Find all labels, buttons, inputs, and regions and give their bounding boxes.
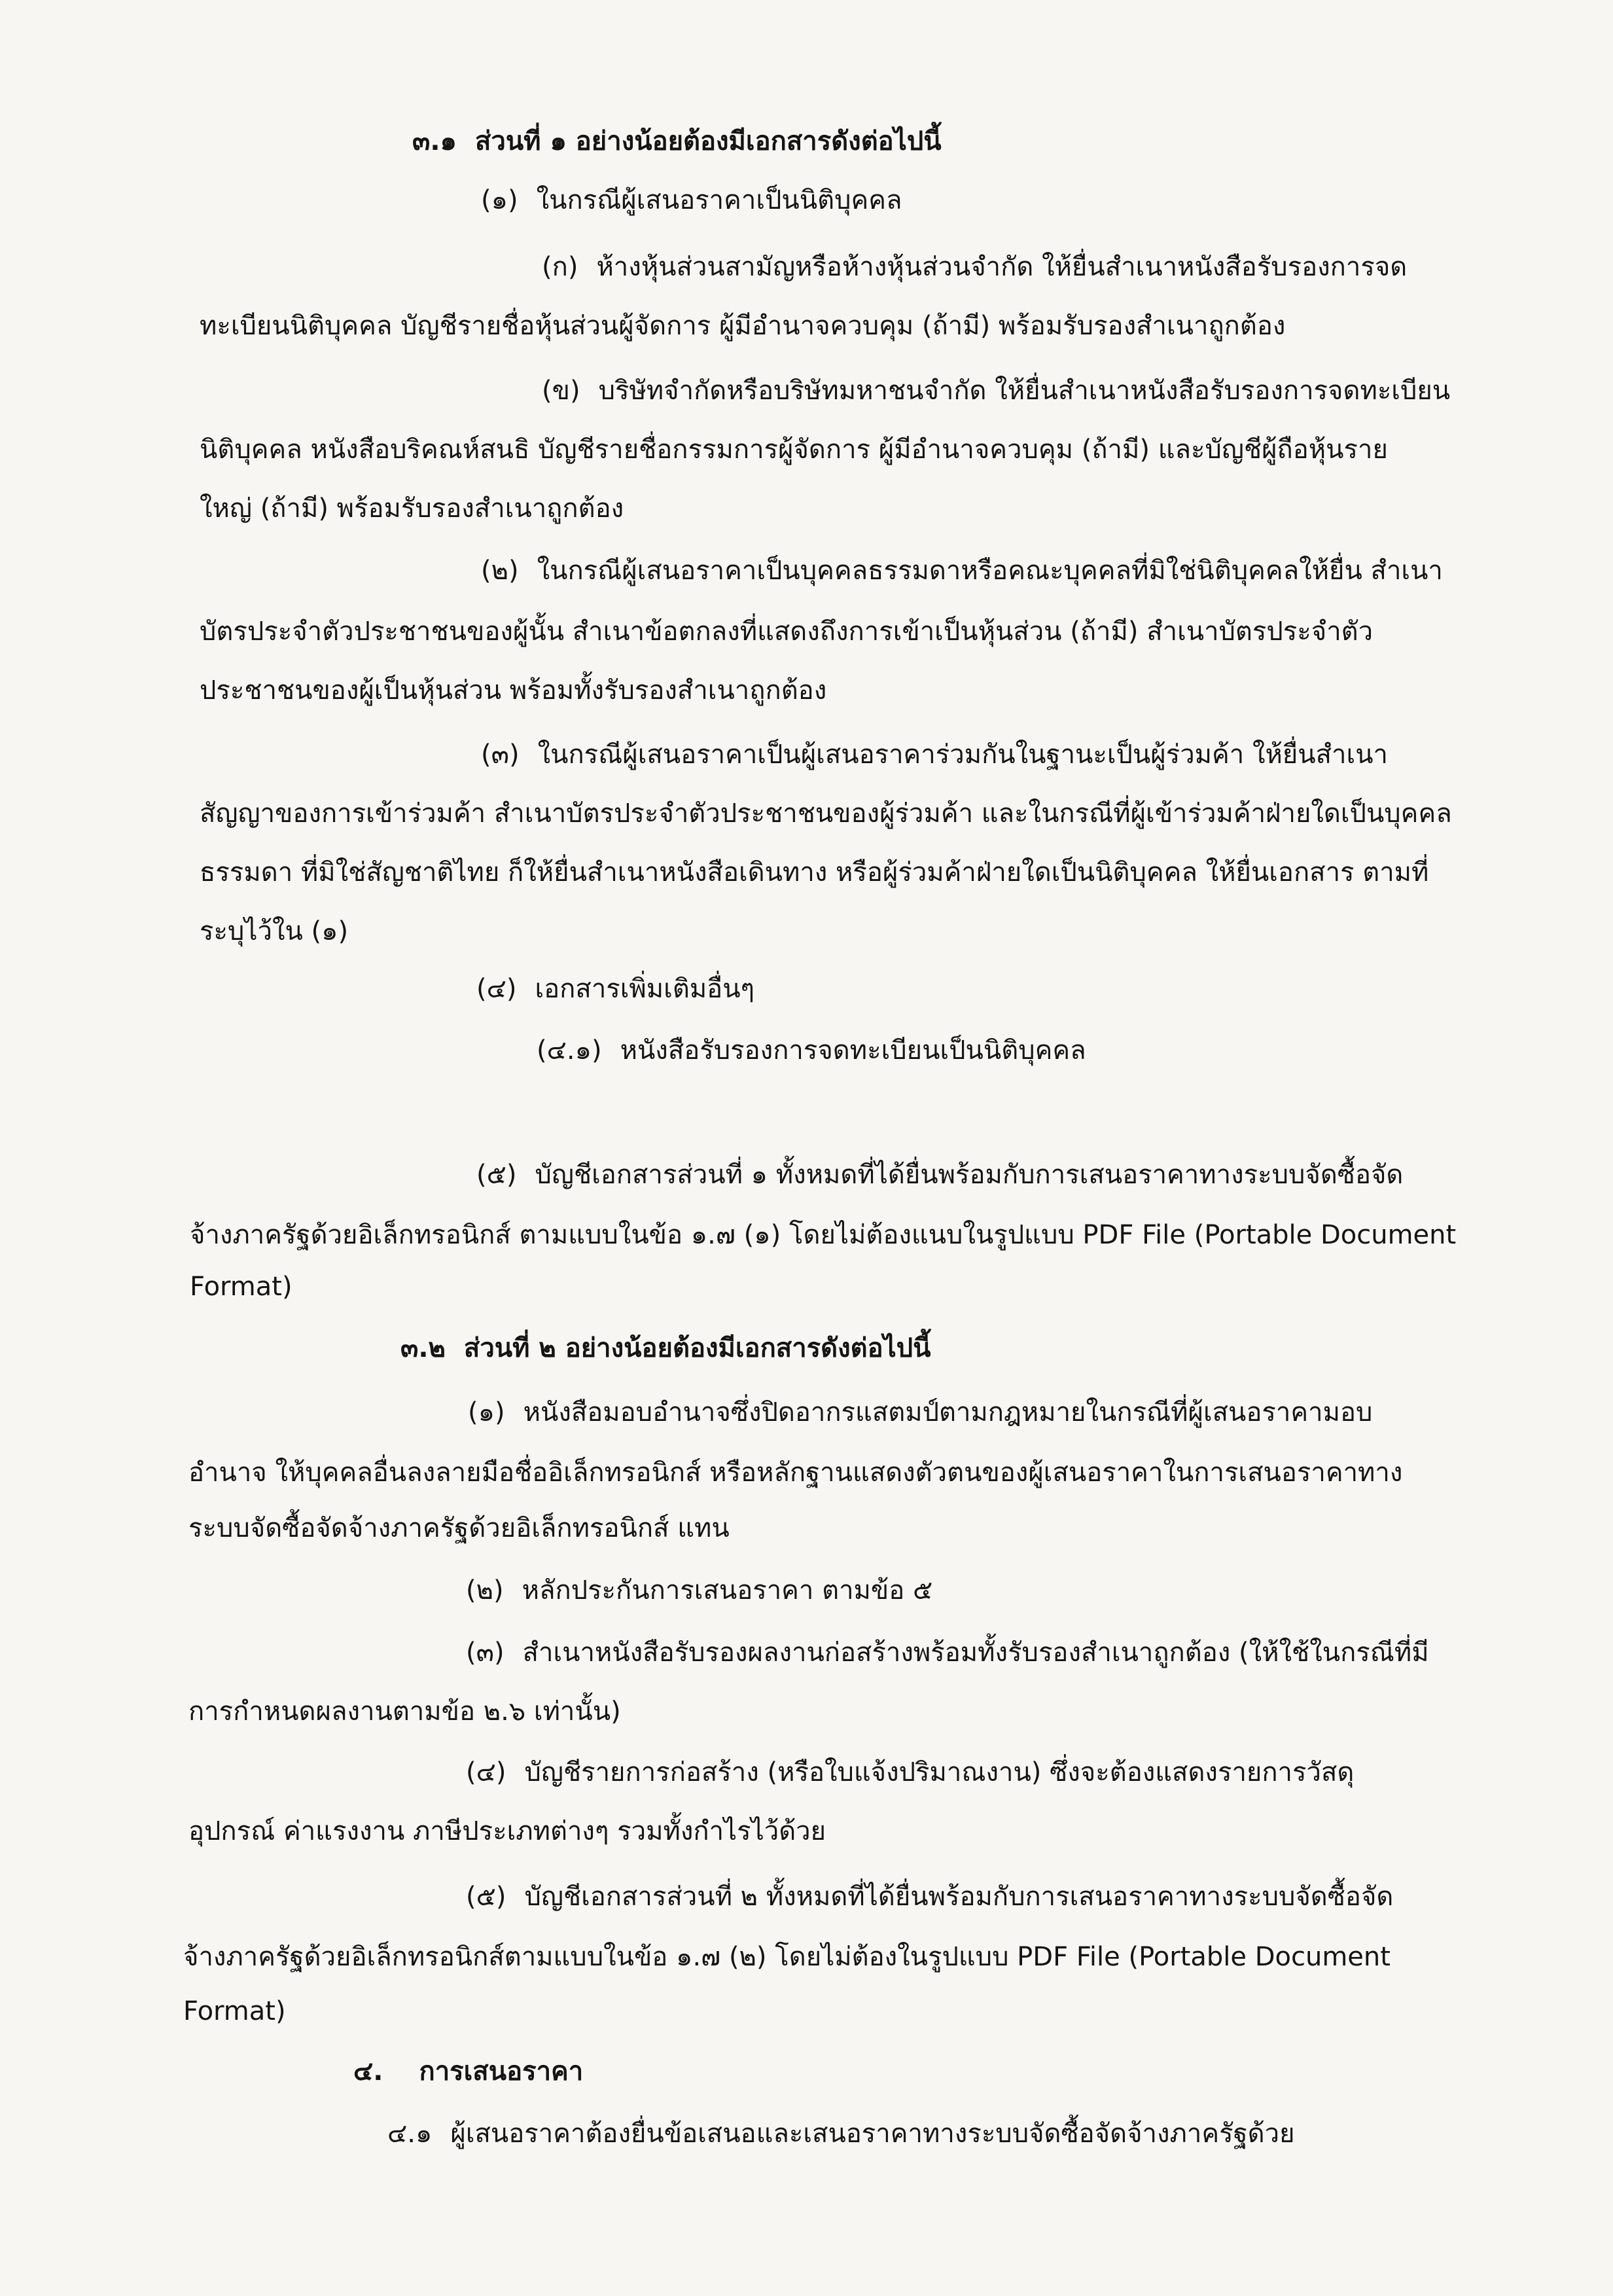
item-text: บัญชีเอกสารส่วนที่ ๒ ทั้งหมดที่ได้ยื่นพร้อมกับการเสนอราคาทางระบบจัดซื้อจัด [524,1882,1394,1912]
item-3-2-2 [466,1577,932,1604]
section-4-heading [353,2058,583,2085]
item-text: หนังสือรับรองการจดทะเบียนเป็นนิติบุคคล [620,1035,1086,1066]
item-3-1-1b-line3: ใหญ่ (ถ้ามี) พร้อมรับรองสำเนาถูกต้อง [200,493,624,524]
heading-text: การเสนอราคา [419,2056,584,2087]
item-3-2-1-line3: ระบบจัดซื้อจัดจ้างภาครัฐด้วยอิเล็กทรอนิกส์ แทน [188,1513,730,1543]
heading-text: ส่วนที่ ๑ อย่างน้อยต้องมีเอกสารดังต่อไปนี้ [474,126,942,156]
item-3-1-1a-line1 [542,254,1407,280]
item-3-2-4-line2: อุปกรณ์ ค่าแรงงาน ภาษีประเภทต่างๆ รวมทั้งกำไรไว้ด้วย [188,1816,826,1846]
item-3-1-1b-line2: นิติบุคคล หนังสือบริคณห์สนธิ บัญชีรายชื่อกรรมการผู้จัดการ ผู้มีอำนาจควบคุม (ถ้ามี) และบัญชีผู้ถือหุ้นราย [200,435,1388,465]
item-3-1-5-line1 [476,1162,1403,1188]
item-3-1-2-line3: ประชาชนของผู้เป็นหุ้นส่วน พร้อมทั้งรับรองสำเนาถูกต้อง [200,675,827,706]
item-text: สำเนาหนังสือรับรองผลงานก่อสร้างพร้อมทั้งรับรองสำเนาถูกต้อง (ให้ใช้ในกรณีที่มี [522,1638,1429,1668]
item-number: (๕) [476,1160,517,1190]
item-number: (๓) [466,1638,505,1668]
item-number: (๒) [466,1575,504,1605]
item-3-1-1b-line1 [542,378,1450,404]
section-number: ๓.๒ [400,1333,446,1363]
item-3-2-4-line1 [466,1759,1354,1785]
section-number: ๓.๑ [412,126,457,156]
item-text: บัญชีรายการก่อสร้าง (หรือใบแจ้งปริมาณงาน) ซึ่งจะต้องแสดงรายการวัสดุ [524,1757,1355,1787]
item-3-1-4 [476,976,754,1002]
item-3-2-5-line3: Format) [183,1996,286,2026]
item-3-1-5-line2: จ้างภาครัฐด้วยอิเล็กทรอนิกส์ ตามแบบในข้อ ๑.๗ (๑) โดยไม่ต้องแนบในรูปแบบ PDF File (Portable Document [190,1220,1457,1250]
item-number: (๒) [481,556,519,586]
item-text: ผู้เสนอราคาต้องยื่นข้อเสนอและเสนอราคาทางระบบจัดซื้อจัดจ้างภาครัฐด้วย [450,2119,1295,2149]
item-3-2-5-line2: จ้างภาครัฐด้วยอิเล็กทรอนิกส์ตามแบบในข้อ ๑.๗ (๒) โดยไม่ต้องในรูปแบบ PDF File (Portable Document [183,1942,1391,1972]
item-number: (๔) [466,1757,506,1787]
item-3-2-1-line2: อำนาจ ให้บุคคลอื่นลงลายมือชื่ออิเล็กทรอนิกส์ หรือหลักฐานแสดงตัวตนของผู้เสนอราคาในการเสนอราคาทาง [188,1458,1403,1488]
item-3-1-4-1 [537,1037,1086,1064]
item-3-2-3-line2: การกำหนดผลงานตามข้อ ๒.๖ เท่านั้น) [188,1696,621,1727]
item-text: บริษัทจำกัดหรือบริษัทมหาชนจำกัด ให้ยื่นสำเนาหนังสือรับรองการจดทะเบียน [598,376,1451,406]
item-3-1-3-line3: ธรรมดา ที่มิใช่สัญชาติไทย ก็ให้ยื่นสำเนาหนังสือเดินทาง หรือผู้ร่วมค้าฝ่ายใดเป็นนิติบุคคล ให้ยื่นเอกสาร ตามที่ [200,857,1429,888]
item-3-1-2-line1 [481,558,1443,584]
item-number: (๔.๑) [537,1035,602,1066]
item-text: หลักประกันการเสนอราคา ตามข้อ ๕ [522,1575,933,1605]
item-number: (๕) [466,1882,506,1912]
item-number: (ข) [542,376,580,406]
heading-text: ส่วนที่ ๒ อย่างน้อยต้องมีเอกสารดังต่อไปนี้ [463,1333,931,1363]
item-text: เอกสารเพิ่มเติมอื่นๆ [535,974,755,1004]
item-3-2-1-line1 [468,1399,1372,1426]
section-3-2-heading [400,1335,931,1361]
item-number: (๓) [481,740,520,770]
section-3-1-heading [412,128,942,154]
item-text: หนังสือมอบอำนาจซึ่งปิดอากรแสตมป์ตามกฎหมายในกรณีที่ผู้เสนอราคามอบ [523,1397,1373,1427]
item-3-1-1 [481,187,902,213]
item-text: ในกรณีผู้เสนอราคาเป็นบุคคลธรรมดาหรือคณะบุคคลที่มิใช่นิติบุคคลให้ยื่น สำเนา [537,556,1443,586]
item-number: ๔.๑ [387,2119,433,2149]
item-3-1-2-line2: บัตรประจำตัวประชาชนของผู้นั้น สำเนาข้อตกลงที่แสดงถึงการเข้าเป็นหุ้นส่วน (ถ้ามี) สำเนาบัตรประจำตัว [200,617,1374,647]
item-4-1 [387,2121,1295,2147]
item-number: (ก) [542,252,578,282]
item-text: บัญชีเอกสารส่วนที่ ๑ ทั้งหมดที่ได้ยื่นพร้อมกับการเสนอราคาทางระบบจัดซื้อจัด [535,1160,1404,1190]
item-3-1-5-line3: Format) [190,1272,292,1302]
item-3-2-5-line1 [466,1884,1393,1910]
section-number: ๔. [353,2056,383,2087]
item-3-1-3-line1 [481,742,1388,768]
item-text: ในกรณีผู้เสนอราคาเป็นนิติบุคคล [536,185,902,215]
item-number: (๑) [468,1397,505,1427]
item-number: (๑) [481,185,518,215]
item-3-2-3-line1 [466,1640,1429,1666]
item-text: ห้างหุ้นส่วนสามัญหรือห้างหุ้นส่วนจำกัด ให้ยื่นสำเนาหนังสือรับรองการจด [596,252,1408,282]
item-3-1-1a-line2: ทะเบียนนิติบุคคล บัญชีรายชื่อหุ้นส่วนผู้จัดการ ผู้มีอำนาจควบคุม (ถ้ามี) พร้อมรับรองสำเนาถูกต้อง [200,311,1286,341]
item-3-1-3-line2: สัญญาของการเข้าร่วมค้า สำเนาบัตรประจำตัวประชาชนของผู้ร่วมค้า และในกรณีที่ผู้เข้าร่วมค้าฝ่ายใดเป็นบุคคล [200,798,1452,829]
item-text: ในกรณีผู้เสนอราคาเป็นผู้เสนอราคาร่วมกันในฐานะเป็นผู้ร่วมค้า ให้ยื่นสำเนา [537,740,1388,770]
item-3-1-3-line4: ระบุไว้ใน (๑) [200,916,349,946]
item-number: (๔) [476,974,517,1004]
